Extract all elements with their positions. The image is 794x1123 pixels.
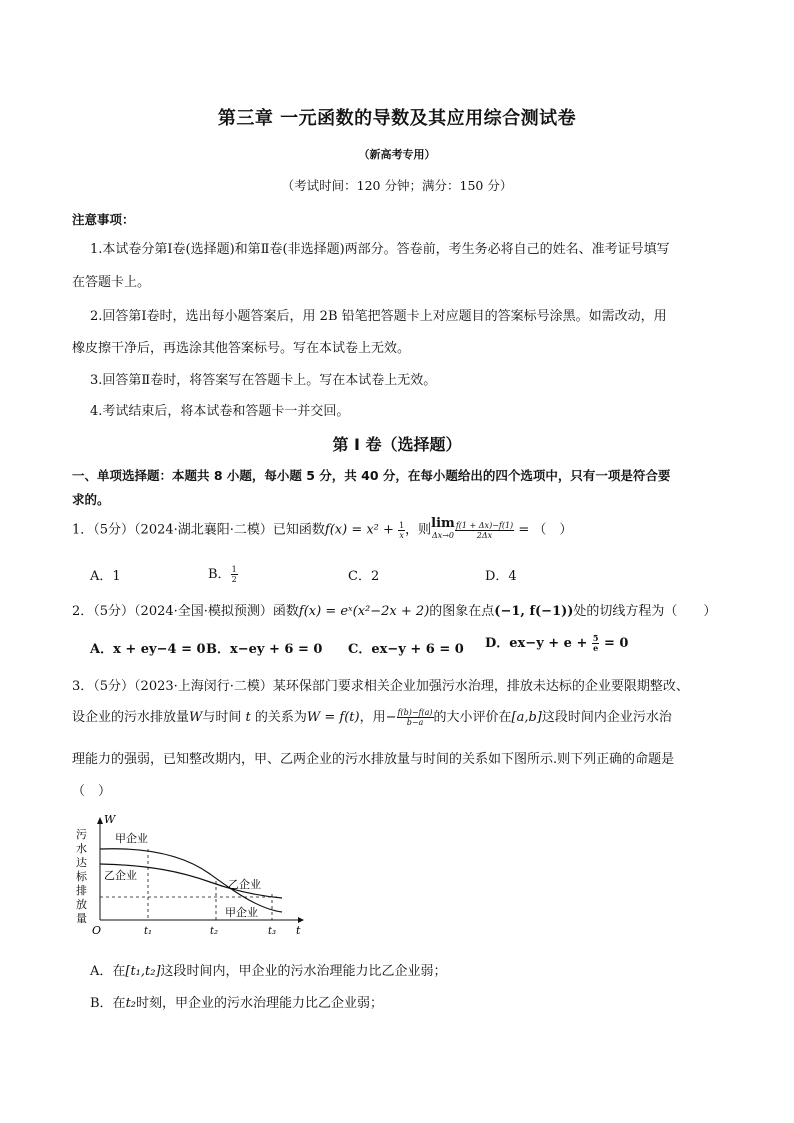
- notice-item-2-line-2: 橡皮擦干净后，再选涂其他答案标号。写在本试卷上无效。: [72, 341, 411, 356]
- q3-l2-f: 这段时间内企业污水治: [541, 710, 672, 725]
- q2-option-d-label: D．ex−y + e +: [485, 636, 592, 651]
- q3-option-b-pre: B．在: [90, 996, 126, 1011]
- t3-label: t₃: [268, 926, 277, 937]
- q2-option-d-tail: = 0: [599, 636, 629, 651]
- y-side-char-2: 达: [76, 856, 87, 869]
- q1-option-b-den: 2: [231, 575, 237, 584]
- q3-option-a-pre: A．在: [90, 964, 126, 979]
- page-subtitle: （新高考专用）: [358, 148, 436, 161]
- q3-l2-d: ，用−: [359, 710, 397, 725]
- q2-option-a[interactable]: A．x + ey−4 = 0: [90, 642, 206, 657]
- notice-heading: 注意事项：: [72, 212, 135, 227]
- q3-line-3: 理能力的强弱，已知整改期内，甲、乙两企业的污水排放量与时间的关系如下图所示.则下列正确的命题是: [72, 752, 675, 767]
- q3-fraction: [397, 708, 434, 727]
- exam-info: （考试时间：120 分钟；满分：150 分）: [281, 178, 513, 193]
- x-axis-label: t: [296, 924, 301, 937]
- q3-line-4: （ ）: [72, 784, 112, 799]
- q2-mid: 的图象在点: [429, 604, 495, 619]
- q3-frac-den: b−a: [406, 718, 424, 727]
- q1-option-b-num: 1: [231, 565, 237, 574]
- y-side-char-0: 污: [76, 828, 87, 841]
- q1-limit-fraction: [455, 521, 514, 540]
- q1-lim-num: f(1 + Δx)−f(1): [455, 520, 514, 530]
- q1-option-b-label: B．: [208, 567, 231, 582]
- q3-l2-e: 的大小评价在: [433, 710, 512, 725]
- q3-option-a[interactable]: [90, 960, 447, 979]
- y-side-char-4: 排: [76, 884, 87, 897]
- q1-option-d[interactable]: D．4: [485, 569, 517, 584]
- q1-lim-den: 2Δx: [476, 530, 493, 540]
- q1-function: f(x) = x² +: [324, 522, 399, 538]
- q3-line-1: 3．（5分）（2023·上海闵行·二模）某环保部门要求相关企业加强污水治理，排放未达标的企业要限期整改、: [72, 679, 689, 694]
- q2-option-d[interactable]: [485, 632, 628, 653]
- q1-suffix: = （ ）: [514, 522, 573, 538]
- q3-l2-t: t: [245, 710, 251, 725]
- y-side-char-1: 水: [76, 842, 87, 855]
- q2-suffix: 处的切线方程为（ ）: [573, 604, 717, 619]
- question-1-stem: [72, 518, 572, 542]
- q3-option-a-post: 这段时间内，甲企业的污水治理能力比乙企业弱；: [160, 964, 447, 979]
- y-side-char-3: 标: [76, 870, 87, 883]
- q2-point: (−1, f(−1)): [494, 604, 574, 619]
- q2-option-d-num: 5: [592, 633, 599, 643]
- q2-option-b[interactable]: B．x−ey + 6 = 0: [206, 642, 323, 657]
- q2-option-c[interactable]: C．ex−y + 6 = 0: [348, 642, 464, 657]
- q1-frac-num: 1: [399, 520, 405, 530]
- q1-lim-top: lim: [431, 516, 455, 531]
- notice-item-1-line-1: 1.本试卷分第Ⅰ卷(选择题)和第Ⅱ卷(非选择题)两部分。答卷前，考生务必将自己的姓名、准考证号填写: [90, 242, 670, 257]
- q3-line-2: [72, 706, 672, 727]
- notice-item-3: 3.回答第Ⅱ卷时，将答案写在答题卡上。写在本试卷上无效。: [90, 373, 437, 388]
- notice-item-1-line-2: 在答题卡上。: [72, 275, 151, 290]
- q1-option-a[interactable]: A．1: [90, 569, 121, 584]
- section-title: 第 I 卷（选择题）: [332, 435, 462, 454]
- q3-option-b[interactable]: [90, 992, 383, 1011]
- y-side-char-5: 放: [76, 898, 87, 911]
- notice-item-2-line-1: 2.回答第Ⅰ卷时，选出每小题答案后，用 2B 铅笔把答题卡上对应题目的答案标号涂黑。如需改动，用: [90, 309, 667, 324]
- y-side-label: [76, 828, 88, 925]
- question-2-stem: [72, 600, 716, 619]
- q3-frac-num: f(b)−f(a): [397, 708, 433, 717]
- q3-interval: [a,b]: [511, 710, 542, 725]
- q1-option-b-frac: [231, 565, 238, 584]
- q3-l2-w: W: [189, 710, 203, 725]
- q1-option-b[interactable]: [208, 563, 238, 584]
- q3-option-b-t: t₂: [125, 996, 136, 1011]
- q1-option-c[interactable]: C．2: [348, 569, 380, 584]
- notice-item-4: 4.考试结束后，将本试卷和答题卡一并交回。: [90, 404, 350, 419]
- y-side-char-6: 量: [76, 912, 87, 925]
- q3-option-a-interval: [t₁,t₂]: [125, 964, 161, 979]
- y-axis-arrow: [97, 817, 103, 824]
- q3-l2-c: 的关系为: [250, 710, 307, 725]
- page-title: 第三章 一元函数的导数及其应用综合测试卷: [217, 108, 577, 129]
- q1-limit: [431, 518, 455, 542]
- y-axis-label: W: [104, 813, 116, 826]
- t2-label: t₂: [210, 926, 219, 937]
- q3-figure: [70, 812, 310, 942]
- q3-option-b-post: 时刻，甲企业的污水治理能力比乙企业弱；: [136, 996, 384, 1011]
- section-intro-line-2: 求的。: [72, 492, 110, 507]
- q1-prefix: 1．（5分）（2024·湖北襄阳·二模）已知函数: [72, 522, 325, 538]
- q1-frac-den: x: [399, 530, 404, 540]
- curve-jia-label-bottom: 甲企业: [225, 906, 258, 919]
- origin-label: O: [92, 924, 102, 937]
- q3-l2-a: 设企业的污水排放量: [72, 710, 190, 725]
- q3-l2-eq: W = f(t): [306, 710, 360, 725]
- q2-prefix: 2．（5分）（2024·全国·模拟预测）函数: [72, 604, 299, 619]
- curve-yi-label-right: 乙企业: [228, 878, 261, 891]
- t1-label: t₁: [144, 926, 153, 937]
- curve-yi-label-left: 乙企业: [104, 869, 137, 882]
- q1-lim-bot: Δx→0: [431, 531, 455, 540]
- q3-l2-b: 与时间: [202, 710, 246, 725]
- section-intro-line-1: 一、单项选择题：本题共 8 小题，每小题 5 分，共 40 分，在每小题给出的四个选项中，只有一项是符合要: [72, 468, 671, 483]
- q1-mid: ，则: [405, 522, 432, 538]
- x-axis-arrow: [298, 917, 304, 923]
- q2-function: f(x) = eˣ(x²−2x + 2): [298, 604, 430, 619]
- q2-option-d-den: e: [593, 643, 599, 653]
- curve-jia-label-top: 甲企业: [115, 832, 148, 845]
